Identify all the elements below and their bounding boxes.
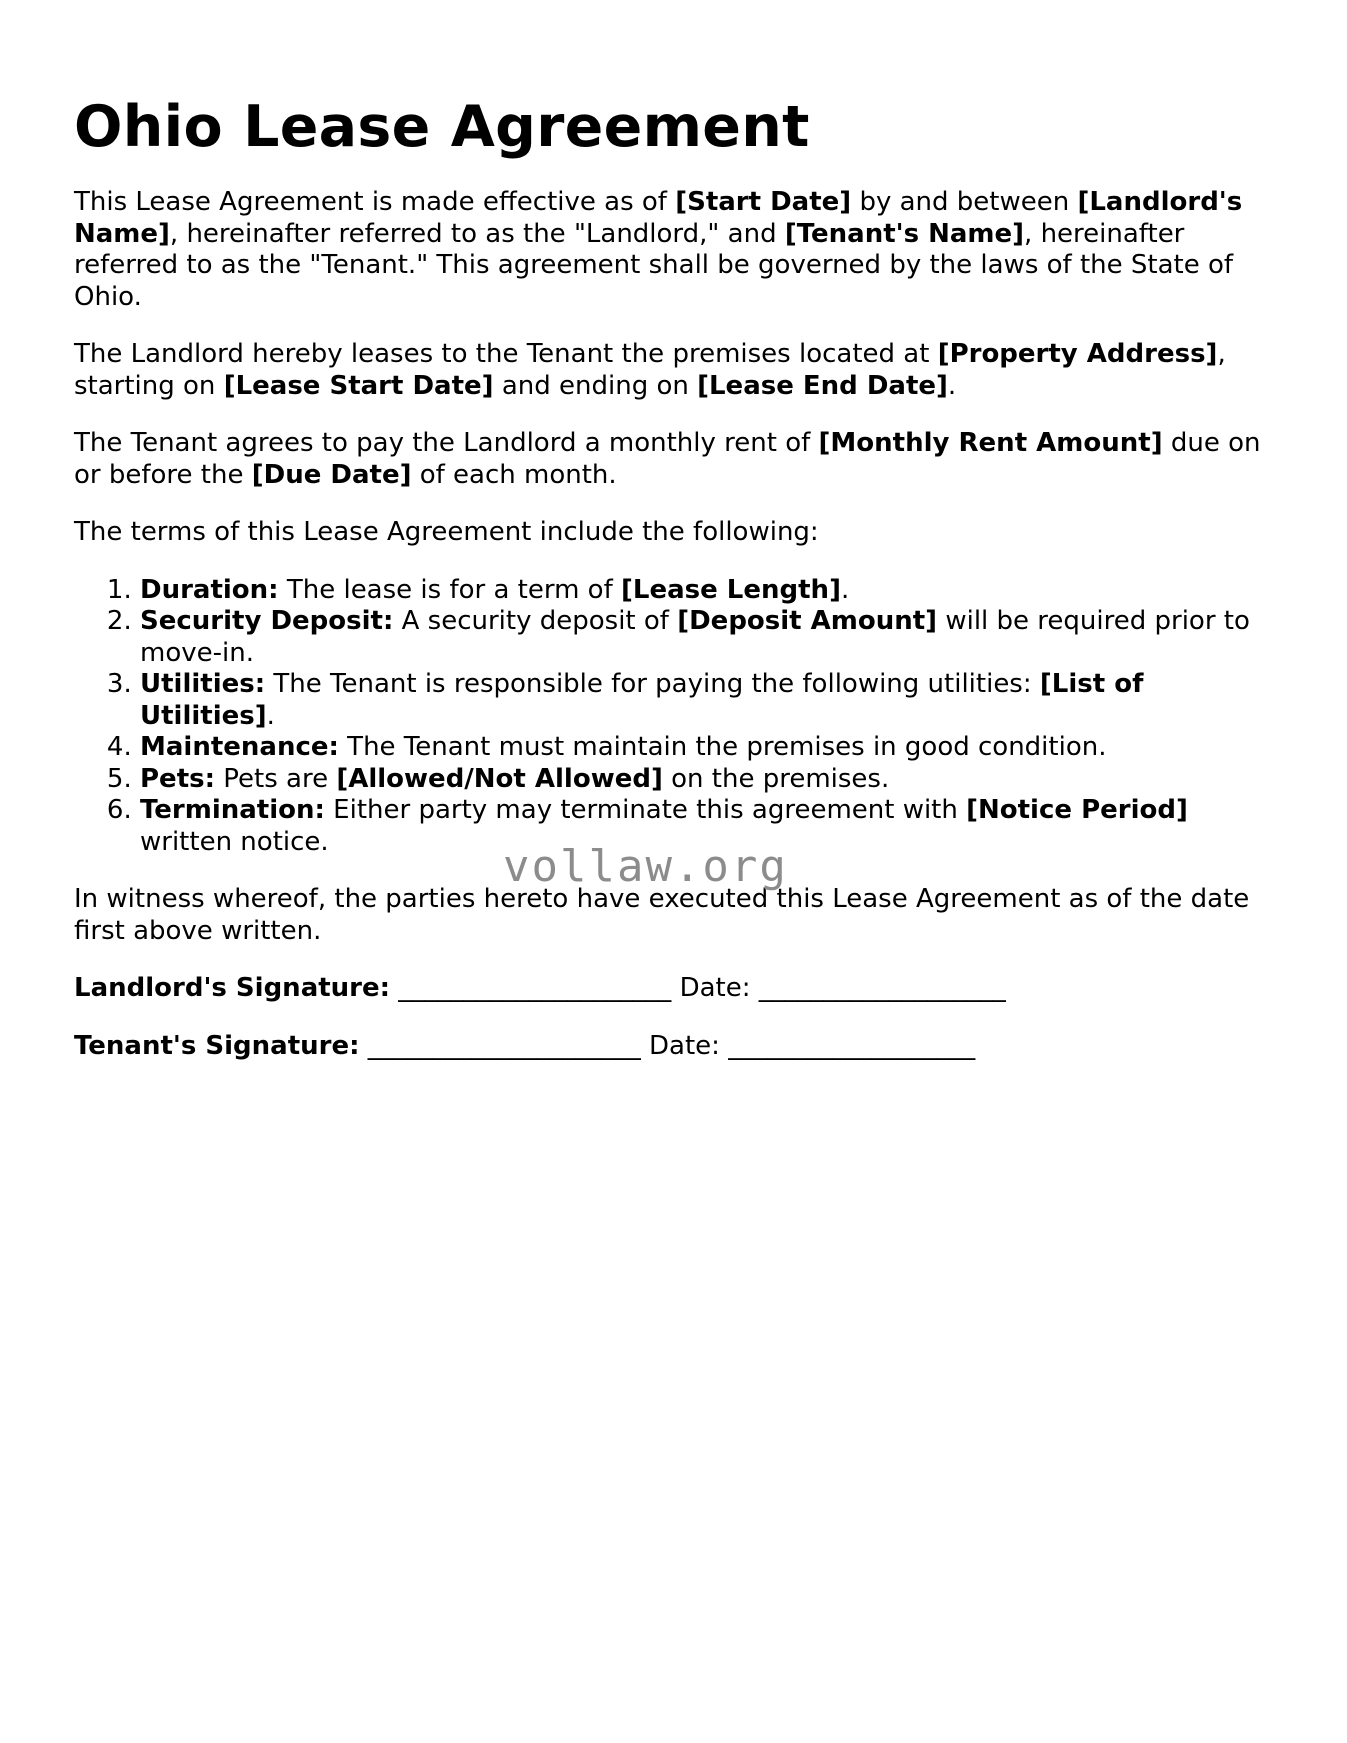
landlord-name-field: [Landlord's Name] bbox=[74, 187, 1243, 249]
intro-paragraph: This Lease Agreement is made effective as of [Start Date] by and between [Landlord's Name], hereinafter referred to as the "Landlord," and [Tenant's Name], hereinafter referred to as the "Tenant." This agreement shall be governed by the laws of the State of Ohio. bbox=[74, 187, 1243, 312]
deposit-amount-field: [Deposit Amount] bbox=[677, 606, 938, 636]
tenant-date-label: Date: bbox=[649, 1030, 720, 1061]
term-pets: 5. Pets: Pets are [Allowed/Not Allowed] on the premises. bbox=[140, 764, 1274, 796]
rent-paragraph: The Tenant agrees to pay the Landlord a monthly rent of [Monthly Rent Amount] due on or before the [Due Date] of each month. bbox=[74, 428, 1261, 490]
tenant-signature-blank: _____________________ bbox=[359, 1030, 650, 1061]
tenant-date-blank: ___________________ bbox=[719, 1030, 976, 1061]
landlord-signature-label: Landlord's Signature: bbox=[74, 973, 391, 1003]
tenant-signature-label: Tenant's Signature: bbox=[74, 1030, 360, 1061]
landlord-signature-line bbox=[74, 973, 1274, 1005]
lease-end-date-field: [Lease End Date] bbox=[697, 370, 948, 401]
document-body bbox=[74, 92, 1274, 1062]
property-address-field: [Property Address] bbox=[937, 339, 1218, 369]
terms-list bbox=[74, 575, 1274, 859]
tenant-name-field: [Tenant's Name] bbox=[784, 218, 1025, 249]
premises-paragraph: The Landlord hereby leases to the Tenant the premises located at [Property Address], starting on [Lease Start Date] and ending on [Lease End Date]. bbox=[74, 339, 1226, 401]
notice-period-field: [Notice Period] bbox=[966, 795, 1188, 825]
term-security-deposit: 2. Security Deposit: A security deposit of [Deposit Amount] will be required prior to move-in. bbox=[140, 606, 1274, 669]
pets-allowed-field: [Allowed/Not Allowed] bbox=[336, 763, 663, 794]
utilities-list-field: [List of Utilities] bbox=[140, 669, 1144, 731]
document-title: Ohio Lease Agreement bbox=[74, 94, 810, 160]
tenant-signature-line bbox=[74, 1031, 1274, 1063]
term-maintenance: 4. Maintenance: The Tenant must maintain the premises in good condition. bbox=[140, 732, 1274, 764]
landlord-date-blank: ___________________ bbox=[750, 973, 1006, 1003]
landlord-date-label: Date: bbox=[679, 973, 751, 1003]
due-date-field: [Due Date] bbox=[251, 459, 412, 490]
term-duration: 1. Duration: The lease is for a term of [Lease Length]. bbox=[140, 575, 1274, 607]
monthly-rent-field: [Monthly Rent Amount] bbox=[818, 428, 1163, 458]
witness-paragraph: In witness whereof, the parties hereto have executed this Lease Agreement as of the date first above written. bbox=[74, 884, 1250, 946]
lease-length-field: [Lease Length] bbox=[621, 574, 841, 605]
lease-start-date-field: [Lease Start Date] bbox=[223, 370, 494, 401]
term-utilities: 3. Utilities: The Tenant is responsible for paying the following utilities: [List of Utilities]. bbox=[140, 669, 1274, 732]
watermark: vollaw.org bbox=[503, 841, 788, 892]
terms-intro: The terms of this Lease Agreement include the following: bbox=[74, 517, 819, 547]
term-termination: 6. Termination: Either party may terminate this agreement with [Notice Period] written notice. bbox=[140, 795, 1274, 858]
start-date-field: [Start Date] bbox=[675, 187, 852, 217]
landlord-signature-blank: _____________________ bbox=[390, 973, 680, 1003]
